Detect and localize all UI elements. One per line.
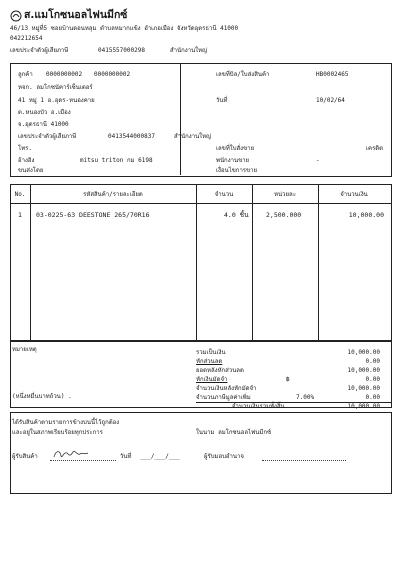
doc-inv-label: เลขที่ใบสั่งขาย: [216, 145, 255, 152]
summary-vat-value: 0.00: [365, 394, 380, 401]
items-table: [10, 184, 392, 342]
doc-no-value: HB0002465: [316, 71, 349, 78]
summary-vat-label: จำนวนภาษีมูลค่าเพิ่ม: [196, 394, 251, 401]
table-header-unit-price: หน่วยละ: [274, 191, 296, 198]
doc-date-label: วันที่: [216, 97, 228, 104]
company-logo: [10, 10, 22, 22]
customer-ref-value: mitsu triton กม 6198: [80, 157, 153, 164]
company-phone: 042212654: [10, 35, 43, 42]
table-col-divider-1: [30, 184, 31, 340]
summary-subtotal-value: 10,000.00: [347, 349, 380, 356]
table-col-divider-3: [252, 184, 253, 340]
customer-addr1: 41 หมู่ 1 อ.อุดร-หนองคาย: [18, 97, 95, 104]
table-header-amount: จำนวนเงิน: [340, 191, 368, 198]
summary-deposit-symbol: ฿: [286, 376, 290, 383]
summary-after-deposit-value: 10,000.00: [347, 385, 380, 392]
row-unit-price: 2,500.000: [266, 211, 302, 219]
customer-info-box: [10, 63, 392, 177]
row-no: 1: [18, 211, 22, 219]
summary-grand-total-value: 10,000.00: [347, 403, 380, 410]
doc-sales-value: -: [316, 157, 320, 164]
summary-vat-rate: 7.00%: [296, 394, 315, 401]
customer-tax-id: 0413544000837: [108, 133, 155, 140]
row-amount: 10,000.00: [348, 211, 384, 219]
customer-phone-label: โทร.: [18, 145, 33, 152]
summary-grand-total-label: จำนวนเงินรวมทั้งสิ้น: [232, 403, 285, 410]
customer-code-2: 0000000002: [94, 71, 131, 78]
summary-after-discount-label: ยอดหลังหักส่วนลด: [196, 367, 244, 374]
customer-tax-label: เลขประจำตัวผู้เสียภาษี: [18, 133, 77, 140]
summary-deposit-label: หักเงินมัดจำ: [196, 376, 228, 383]
customer-ref-label: อ้างอิง: [18, 157, 35, 164]
remark-label: หมายเหตุ: [12, 346, 37, 353]
summary-deposit-value: 0.00: [365, 376, 380, 383]
customer-addr2: ต.หนองบัว อ.เมือง: [18, 109, 71, 116]
authorized-label: ผู้รับมอบอำนาจ: [204, 453, 244, 460]
receiver-signature: [52, 447, 90, 461]
summary-discount-value: 0.00: [365, 358, 380, 365]
table-col-divider-2: [196, 184, 197, 340]
table-header-rule: [10, 203, 391, 204]
receipt-note-1: ได้รับสินค้าตามรายการข้างบนนี้ไว้ถูกต้อง: [12, 419, 120, 426]
doc-sales-label: พนักงานขาย: [216, 157, 250, 164]
receive-date-label: วันที่: [120, 453, 132, 460]
receipt-note-2: และอยู่ในสภาพเรียบร้อยทุกประการ: [12, 429, 103, 436]
customer-name: หจก. ลมโกซนัคาร์เซ็นเตอร์: [18, 84, 93, 91]
receive-date-blank: ___/___/___: [140, 453, 180, 460]
company-tax-label: เลขประจำตัวผู้เสียภาษี: [10, 47, 69, 54]
doc-cond-label: เงื่อนไขการขาย: [216, 167, 258, 174]
company-tax-id: 0415557000298: [98, 47, 145, 54]
table-header-desc: รหัสสินค้า/รายละเอียด: [83, 191, 143, 198]
customer-ship-label: ขนส่งโดย: [18, 167, 44, 174]
doc-date-value: 10/02/64: [316, 97, 345, 104]
amount-in-words: (หนึ่งหมื่นบาทถ้วน) .: [12, 393, 72, 400]
summary-after-deposit-label: จำนวนเงินหลังหักมัดจำ: [196, 385, 257, 392]
customer-branch: สำนักงานใหญ่: [174, 133, 212, 140]
receiver-label: ผู้รับสินค้า: [12, 453, 38, 460]
customer-addr3: จ.อุดรธานี 41000: [18, 121, 69, 128]
summary-discount-label: หักส่วนลด: [196, 358, 223, 365]
info-divider: [180, 63, 181, 175]
company-branch: สำนักงานใหญ่: [170, 47, 208, 54]
customer-code-label: ลูกค้า: [18, 71, 33, 78]
summary-after-discount-value: 10,000.00: [347, 367, 380, 374]
row-qty: 4.0 ชิ้น: [224, 211, 249, 219]
authorized-signature-line: [262, 460, 346, 461]
doc-credit-label: เครดิต: [366, 145, 384, 152]
table-header-no: No.: [14, 191, 26, 198]
company-name: ส.แมโกซนอลไฟนมีกซ์: [24, 9, 128, 21]
company-address: 46/13 หมู่ที่5 ซอยบ้านดอนหลุม ตำบลหมากแข้ง อำเภอเมือง จังหวัดอุดรธานี 41000: [10, 25, 239, 32]
summary-subtotal-label: รวมเป็นเงิน: [196, 349, 226, 356]
on-behalf-of: ในนาม ลมโกซนอลไฟนมีกซ์: [196, 429, 272, 436]
customer-code-1: 0000000002: [46, 71, 83, 78]
doc-no-label: เลขที่บิล/ใบส่งสินค้า: [216, 71, 270, 78]
table-col-divider-4: [318, 184, 319, 340]
table-header-qty: จำนวน: [214, 191, 234, 198]
row-desc: 03-0225-63 DEESTONE 265/70R16: [36, 211, 150, 219]
